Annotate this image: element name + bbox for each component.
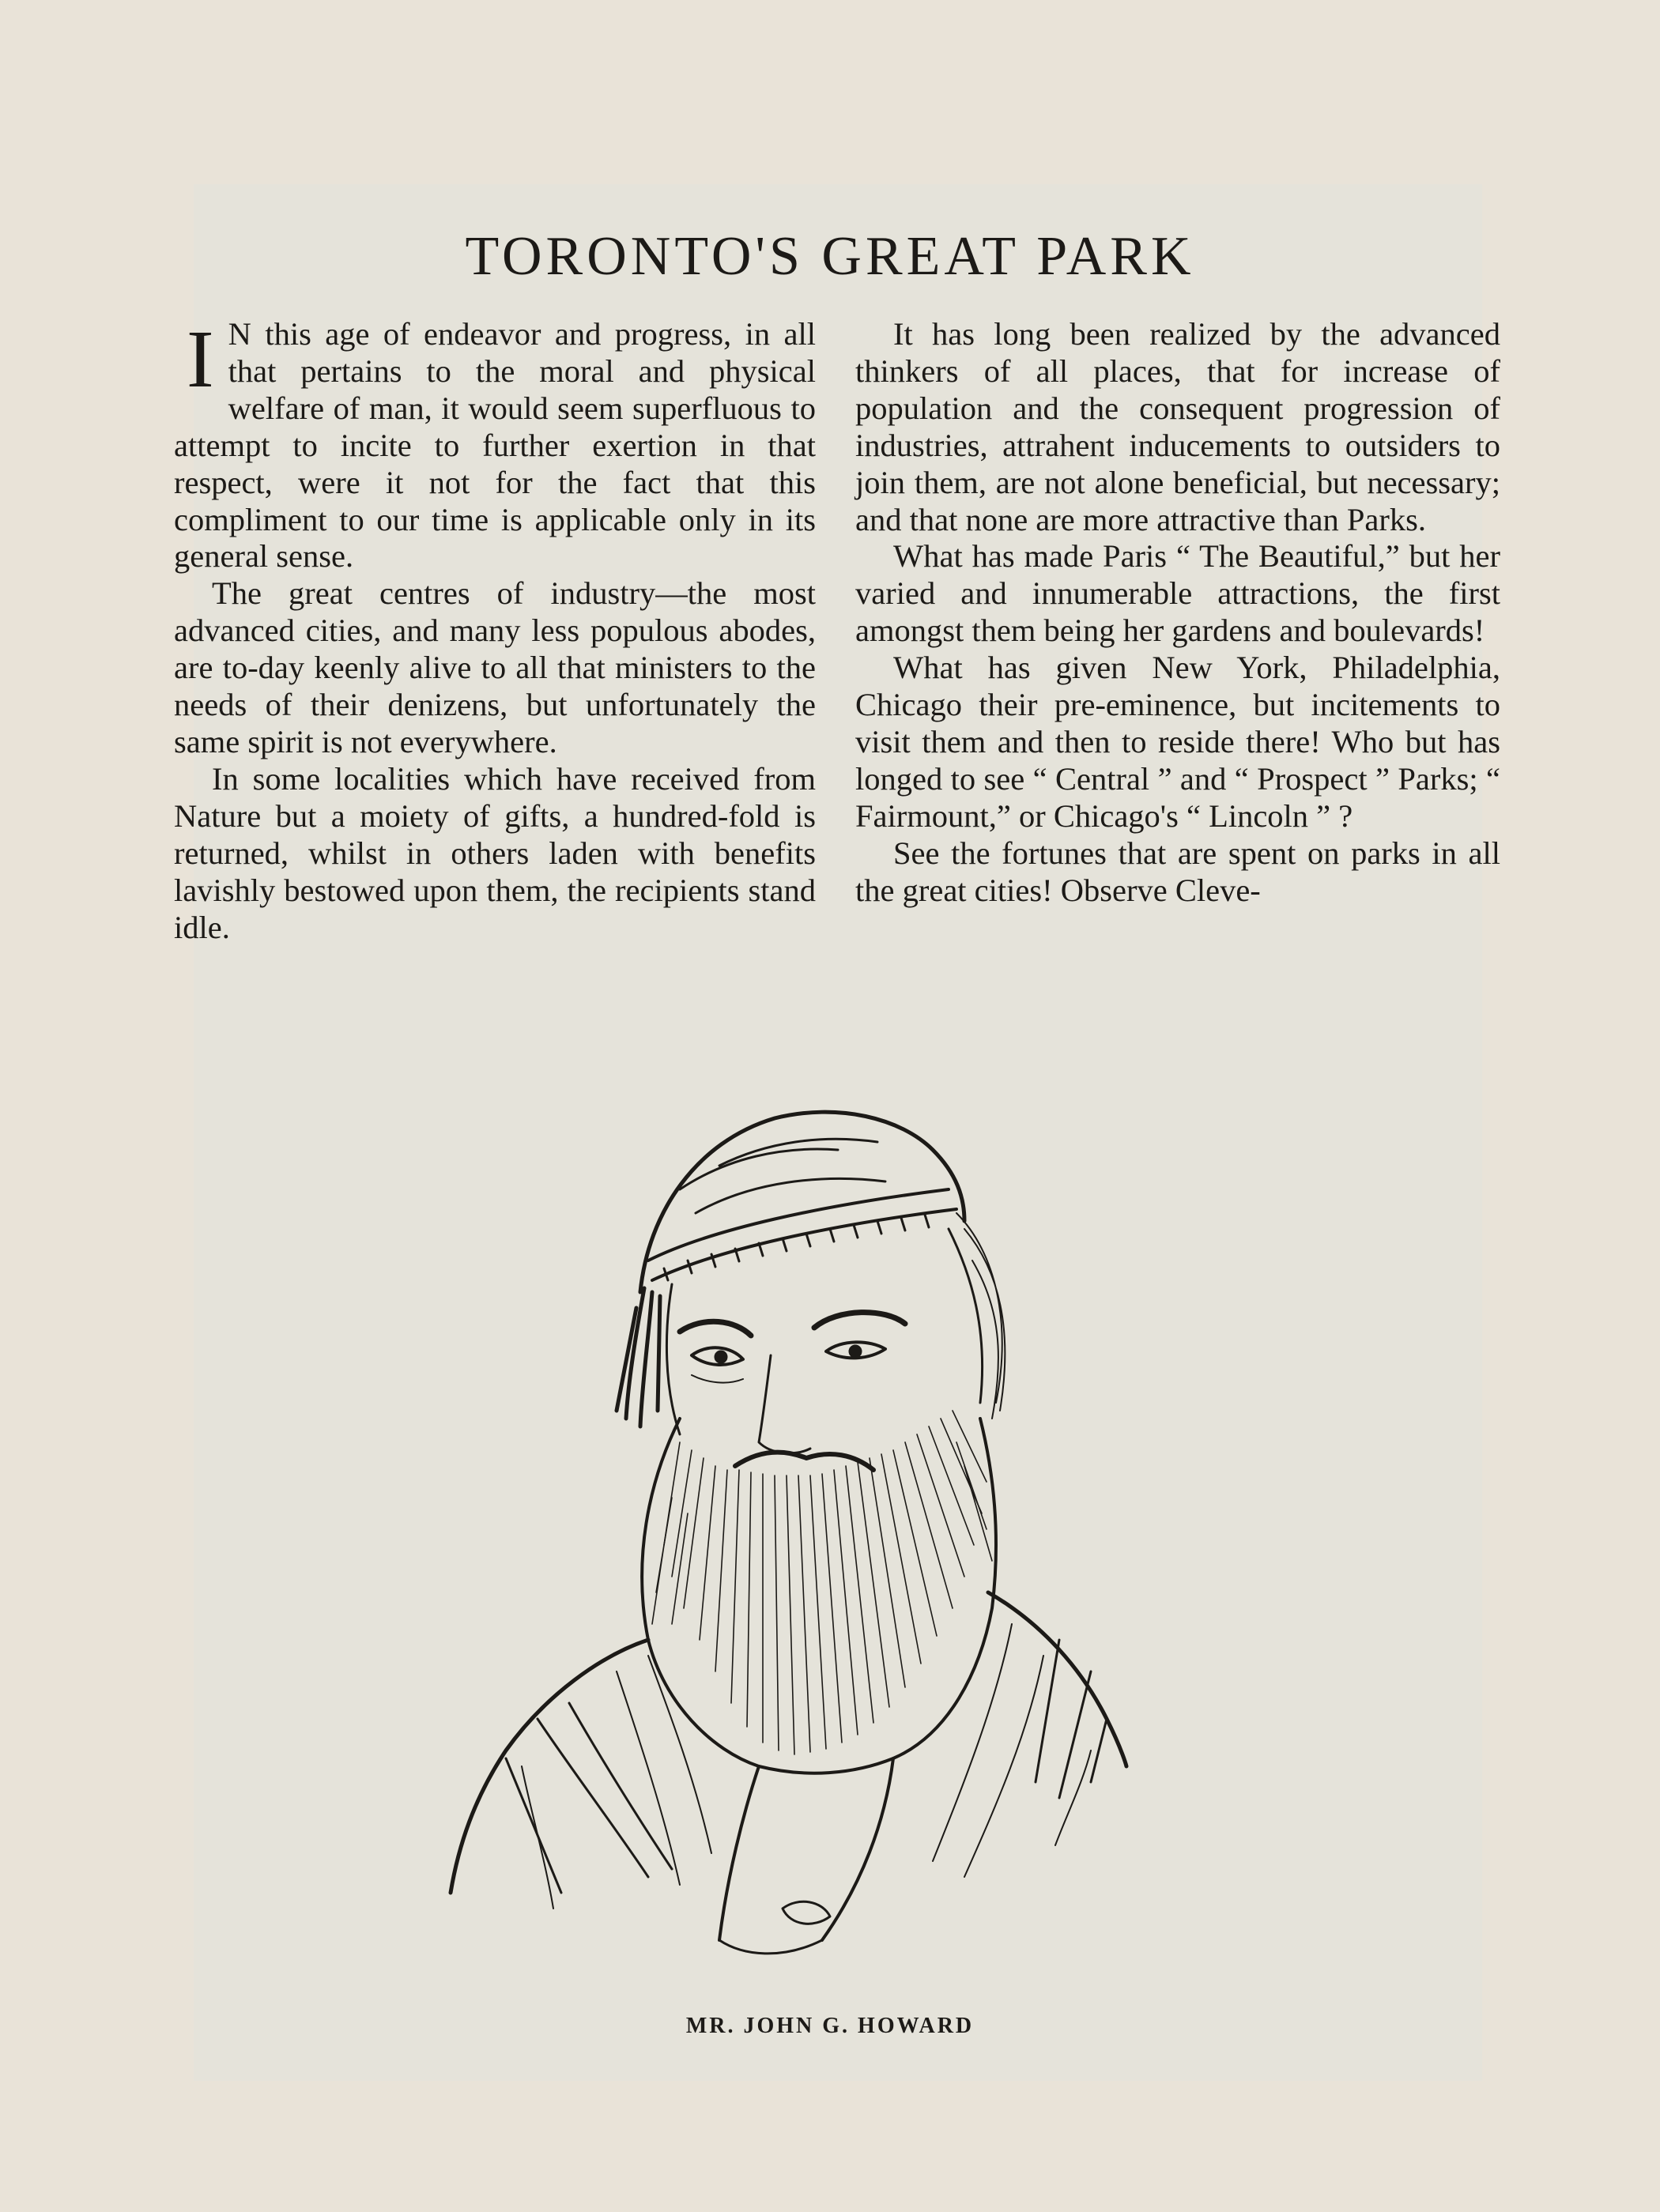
right-paragraph-2: What has made Paris “ The Beautiful,” but her varied and innumerable attractions, the first amongst them being her gardens and boulevards! xyxy=(855,538,1500,649)
left-paragraph-2: The great centres of industry—the most advanced cities, and many less populous abodes, are to-day keenly alive to all that ministers to the needs of their denizens, but unfortunately the same spirit is not everywhere. xyxy=(174,575,816,759)
right-column xyxy=(855,316,1500,910)
right-paragraph-3: What has given New York, Philadelphia, Chicago their pre-eminence, but incitements to visit them and then to reside there! Who but has longed to see “ Central ” and “ Prospect ” Parks; “ Fairmount,” or Chicago's “ Lincoln ” ? xyxy=(855,650,1500,834)
left-paragraph-3: In some localities which have received from Nature but a moiety of gifts, a hundred-fold is returned, whilst in others laden with benefits lavishly bestowed upon them, the recipients stand idle. xyxy=(174,760,816,945)
right-paragraph-4: See the fortunes that are spent on parks in all the great cities! Observe Cleve- xyxy=(855,835,1500,908)
right-paragraph-1: It has long been realized by the advanced thinkers of all places, that for increase of population and the consequent progression of industries, attrahent inducements to outsiders to join them, are not alone beneficial, but necessary; and that none are more attractive than Parks. xyxy=(855,316,1500,537)
portrait-caption: MR. JOHN G. HOWARD xyxy=(685,2014,975,2038)
left-paragraph-1-text: N this age of endeavor and progress, in all that pertains to the moral and physical welfare of man, it would seem superfluous to attempt to incite to further exertion in that respect, were it not for the fact that this compliment to our time is applicable only in its general sense. xyxy=(174,316,816,575)
article-title: TORONTO'S GREAT PARK xyxy=(465,226,1195,287)
portrait-illustration xyxy=(411,1071,1257,2003)
drop-cap: I xyxy=(187,314,214,405)
left-paragraph-1 xyxy=(174,316,816,575)
left-column xyxy=(174,316,816,946)
